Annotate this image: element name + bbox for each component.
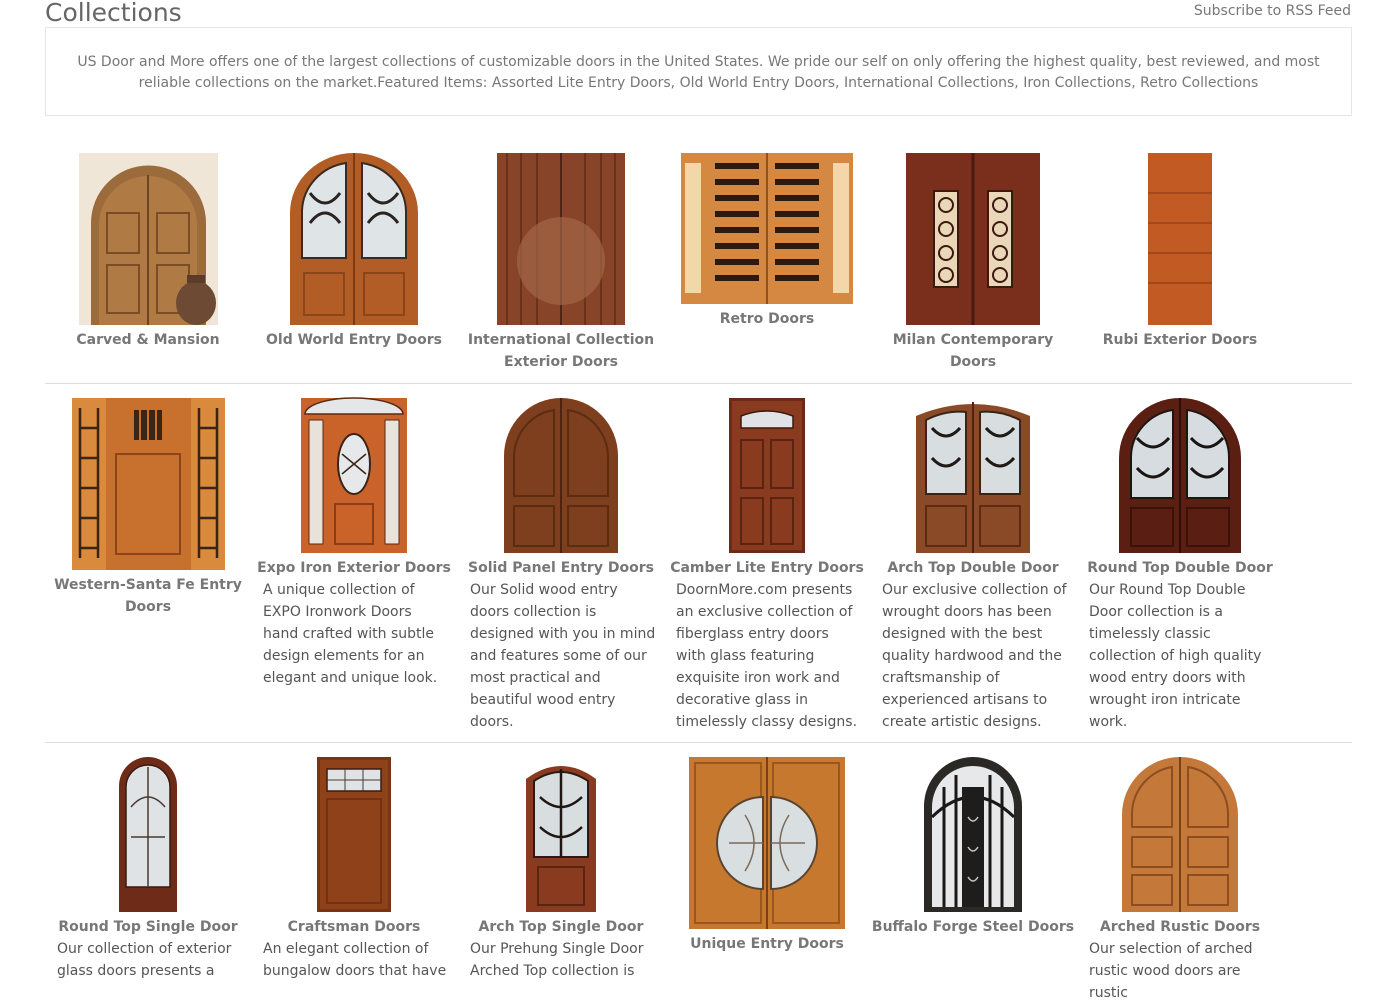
collection-item[interactable] xyxy=(1077,757,1283,1004)
international-door-image[interactable] xyxy=(497,153,625,325)
expo-iron-door-image[interactable] xyxy=(301,398,407,553)
item-description: Our Solid wood entry doors collection is designed with you in mind and features some of our most practical and beautiful wood entry doors. xyxy=(470,582,656,730)
item-title[interactable]: Round Top Double Door xyxy=(1087,560,1273,576)
item-title[interactable]: Buffalo Forge Steel Doors xyxy=(871,919,1075,935)
item-title[interactable]: Expo Iron Exterior Doors xyxy=(257,560,451,576)
milan-door-image[interactable] xyxy=(906,153,1040,325)
collection-item[interactable] xyxy=(45,757,251,982)
collection-item[interactable] xyxy=(870,153,1076,373)
item-title[interactable]: Rubi Exterior Doors xyxy=(1102,332,1258,348)
item-description: Our selection of arched rustic wood doors are rustic xyxy=(1089,941,1253,1001)
item-title[interactable]: International Collection Exterior Doors xyxy=(467,332,655,370)
collection-item[interactable] xyxy=(870,398,1076,733)
collection-item[interactable] xyxy=(1077,398,1283,733)
item-title[interactable]: Carved & Mansion xyxy=(76,332,220,348)
page-title: Collections xyxy=(45,0,182,27)
arch-top-double-door-image[interactable] xyxy=(916,398,1030,553)
item-description: Our collection of exterior glass doors presents a xyxy=(57,941,232,979)
item-description: DoornMore.com presents an exclusive collection of fiberglass entry doors with glass featuring exquisite iron work and decorative glass in timelessly classy designs. xyxy=(676,582,858,730)
item-title[interactable]: Solid Panel Entry Doors xyxy=(468,560,654,576)
collection-item[interactable] xyxy=(45,398,251,618)
solid-panel-door-image[interactable] xyxy=(504,398,618,553)
item-title[interactable]: Camber Lite Entry Doors xyxy=(670,560,864,576)
old-world-door-image[interactable] xyxy=(290,153,418,325)
item-title[interactable]: Arch Top Single Door xyxy=(478,919,644,935)
row-divider xyxy=(45,383,1352,384)
intro-box xyxy=(45,27,1352,116)
item-title[interactable]: Unique Entry Doors xyxy=(690,936,844,952)
arch-top-single-door-image[interactable] xyxy=(526,757,596,912)
item-description: Our exclusive collection of wrought doors has been designed with the best quality hardwood and the craftsmanship of experienced artisans to create artistic designs. xyxy=(882,582,1067,730)
craftsman-door-image[interactable] xyxy=(317,757,391,912)
collection-item[interactable] xyxy=(251,757,457,982)
collection-item[interactable] xyxy=(664,757,870,955)
rss-feed-link[interactable]: Subscribe to RSS Feed xyxy=(1193,3,1351,19)
carved-double-door-image[interactable] xyxy=(79,153,218,325)
camber-lite-door-image[interactable] xyxy=(729,398,805,553)
collection-item[interactable] xyxy=(458,757,664,982)
item-title[interactable]: Milan Contemporary Doors xyxy=(892,332,1054,370)
buffalo-forge-door-image[interactable] xyxy=(924,757,1022,912)
collection-item[interactable] xyxy=(664,153,870,330)
item-title[interactable]: Old World Entry Doors xyxy=(266,332,442,348)
round-top-double-door-image[interactable] xyxy=(1119,398,1241,553)
retro-door-image[interactable] xyxy=(681,153,853,304)
collection-item[interactable] xyxy=(664,398,870,733)
collection-item[interactable] xyxy=(1077,153,1283,351)
collection-item[interactable] xyxy=(251,398,457,689)
item-description: An elegant collection of bungalow doors that have xyxy=(263,941,447,979)
item-description: A unique collection of EXPO Ironwork Doors hand crafted with subtle design elements for an elegant and unique look. xyxy=(263,582,438,686)
western-door-image[interactable] xyxy=(72,398,225,570)
collection-item[interactable] xyxy=(251,153,457,351)
item-description: Our Prehung Single Door Arched Top collection is xyxy=(470,941,644,979)
rubi-door-image[interactable] xyxy=(1148,153,1212,325)
item-description: Our Round Top Double Door collection is a timelessly classic collection of high quality wood entry doors with wrought iron intricate work. xyxy=(1089,582,1262,730)
collection-item[interactable] xyxy=(458,153,664,373)
item-title[interactable]: Round Top Single Door xyxy=(58,919,238,935)
collection-item[interactable] xyxy=(870,757,1076,938)
unique-entry-door-image[interactable] xyxy=(689,757,845,929)
collection-item[interactable] xyxy=(458,398,664,733)
item-title[interactable]: Retro Doors xyxy=(719,311,815,327)
row-divider xyxy=(45,742,1352,743)
round-top-single-door-image[interactable] xyxy=(119,757,177,912)
item-title[interactable]: Arched Rustic Doors xyxy=(1099,919,1261,935)
arched-rustic-door-image[interactable] xyxy=(1122,757,1238,912)
collection-item[interactable] xyxy=(45,153,251,351)
item-title[interactable]: Craftsman Doors xyxy=(287,919,421,935)
item-title[interactable]: Arch Top Double Door xyxy=(887,560,1059,576)
intro-text: US Door and More offers one of the largest collections of customizable doors in the United States. We pride our self on only offering the highest quality, best reviewed, and most reliable collections on the market.Featured Items: Assorted Lite Entry Doors, Old World Entry Doors, International Collections, Iron Collections, Retro Collections xyxy=(77,54,1320,91)
item-title[interactable]: Western-Santa Fe Entry Doors xyxy=(54,577,242,615)
